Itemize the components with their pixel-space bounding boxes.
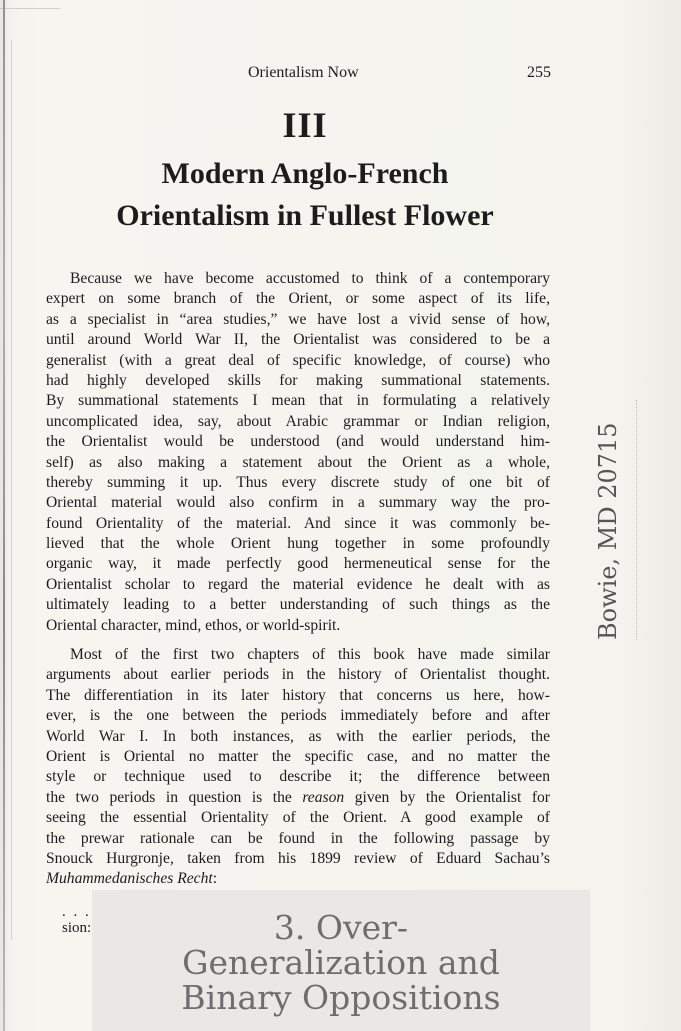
- library-stamp: Bowie, MD 20715: [594, 422, 622, 640]
- overlay-caption: [92, 910, 590, 1015]
- colon: :: [212, 870, 218, 888]
- text-line: Orientalist scholar to regard the material evidence he dealt with as: [46, 575, 550, 593]
- text-line: had highly developed skills for making summational statements.: [46, 371, 550, 389]
- overlay-line-2: Generalization and: [182, 943, 500, 982]
- overlay-line-1: 3. Over-: [273, 908, 409, 947]
- text-line: arguments about earlier periods in the history of Orientalist thought.: [46, 666, 550, 684]
- text-line: self) as also making a statement about the Orient as a whole,: [46, 453, 550, 471]
- text-fragment: given by the Orientalist for: [344, 788, 551, 806]
- text-line: seeing the essential Orientality of the Orient. A good example of: [46, 809, 550, 827]
- text-line: Because we have become accustomed to think of a contemporary: [70, 270, 550, 287]
- margin-pencil-marks: [636, 400, 657, 640]
- text-line: ultimately leading to a better understanding of such things as the: [46, 596, 550, 614]
- quote-ellipsis: . . .: [62, 904, 91, 920]
- text-line: Oriental material would also confirm in a summary way the pro-: [46, 494, 550, 512]
- text-line: Oriental character, mind, ethos, or world-spirit.: [46, 616, 341, 634]
- caption-overlay: [92, 890, 590, 1031]
- paragraph-1: [46, 269, 550, 636]
- text-line: generalist (with a great deal of specific knowledge, of course) who: [46, 351, 550, 369]
- text-line: By summational statements I mean that in formulating a relatively: [46, 392, 550, 410]
- text-line: Most of the first two chapters of this book have made similar: [70, 646, 550, 663]
- overlay-line-3: Binary Oppositions: [181, 978, 501, 1017]
- text-line: the prewar rationale can be found in the following passage by: [46, 829, 550, 847]
- page-number: 255: [527, 64, 551, 81]
- text-line-with-emphasis: [46, 788, 550, 808]
- text-line: style or technique used to describe it; the difference between: [46, 768, 550, 786]
- text-line: as a specialist in “area studies,” we have lost a vivid sense of how,: [46, 310, 550, 328]
- text-fragment: the two periods in question is the: [46, 788, 303, 806]
- chapter-title-line-1: Modern Anglo-French: [161, 157, 449, 190]
- text-line: Orient is Oriental no matter the specific case, and no matter the: [46, 747, 550, 765]
- text-line: expert on some branch of the Orient, or some aspect of its life,: [46, 290, 550, 308]
- text-line: World War I. In both instances, as with the earlier periods, the: [46, 727, 550, 745]
- chapter-number: III: [282, 105, 328, 145]
- text-line: ever, is the one between the periods immediately before and after: [46, 707, 550, 725]
- paragraph-2: [46, 645, 550, 890]
- text-line: uncomplicated idea, say, about Arabic grammar or Indian religion,: [46, 412, 550, 430]
- text-line: thereby summing it up. Thus every discrete study of one bit of: [46, 473, 550, 491]
- text-line: the Orientalist would be understood (and would understand him-: [46, 433, 550, 451]
- quote-fragment: sion:: [62, 920, 92, 936]
- text-line: Snouck Hurgronje, taken from his 1899 review of Eduard Sachau’s: [46, 849, 550, 867]
- corner-mark: [0, 0, 60, 9]
- binding-edge: [3, 0, 5, 1031]
- text-line: organic way, it made perfectly good hermeneutical sense for the: [46, 555, 550, 573]
- text-line: until around World War II, the Orientalist was considered to be a: [46, 331, 550, 349]
- text-line-final: [46, 869, 550, 889]
- text-line: The differentiation in its later history that concerns us here, how-: [46, 686, 550, 704]
- chapter-title-line-2: Orientalism in Fullest Flower: [116, 199, 494, 232]
- text-line: lieved that the whole Orient hung together in some profoundly: [46, 535, 550, 553]
- book-title: Muhammedanisches Recht: [46, 870, 213, 888]
- emphasis-reason: reason: [302, 788, 345, 806]
- text-line: found Orientality of the material. And since it was commonly be-: [46, 514, 550, 532]
- running-head: Orientalism Now: [248, 64, 359, 81]
